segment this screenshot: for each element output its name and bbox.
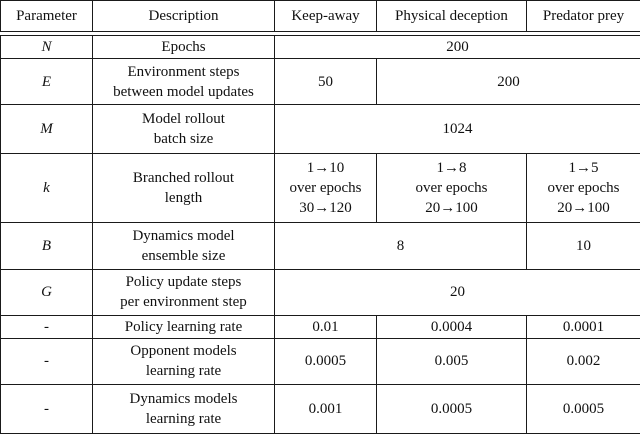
param-cell: G (1, 269, 93, 316)
value-cell-predator-prey: 1→5 over epochs 20→100 (527, 154, 640, 223)
value-cell-keep-away: 1→10 over epochs 30→120 (275, 154, 377, 223)
table-row (1, 338, 640, 385)
value-cell-predator-prey: 0.0001 (527, 316, 640, 338)
value-cell-rest: 200 (377, 58, 640, 105)
table-row (1, 58, 640, 105)
table-row (1, 105, 640, 154)
value-cell-physical-deception: 1→8 over epochs 20→100 (377, 154, 527, 223)
table-row (1, 36, 640, 58)
value-cell-physical-deception: 0.0005 (377, 385, 527, 434)
description-cell: Epochs (93, 36, 275, 58)
param-cell: N (1, 36, 93, 58)
value-cell-all: 200 (275, 36, 640, 58)
param-cell: B (1, 223, 93, 270)
value-cell-physical-deception: 0.0004 (377, 316, 527, 338)
description-cell: Policy update steps per environment step (93, 269, 275, 316)
description-cell: Environment steps between model updates (93, 58, 275, 105)
param-cell: - (1, 385, 93, 434)
table-row (1, 154, 640, 223)
value-cell-predator-prey: 10 (527, 223, 640, 270)
param-cell: E (1, 58, 93, 105)
description-cell: Dynamics model ensemble size (93, 223, 275, 270)
table-row (1, 385, 640, 434)
param-cell: k (1, 154, 93, 223)
value-cell-keep-away: 0.01 (275, 316, 377, 338)
header-keep-away: Keep-away (275, 1, 377, 32)
param-cell: - (1, 338, 93, 385)
description-cell: Dynamics models learning rate (93, 385, 275, 434)
value-cell-predator-prey: 0.002 (527, 338, 640, 385)
header-physical-deception: Physical deception (377, 1, 527, 32)
table-row (1, 223, 640, 270)
value-cell-keep-away: 0.001 (275, 385, 377, 434)
header-row (1, 1, 640, 32)
header-predator-prey: Predator prey (527, 1, 640, 32)
value-cell-all: 20 (275, 269, 640, 316)
value-cell-all: 1024 (275, 105, 640, 154)
description-cell: Opponent models learning rate (93, 338, 275, 385)
description-cell: Policy learning rate (93, 316, 275, 338)
value-cell-keep-away-physical: 8 (275, 223, 527, 270)
value-cell-keep-away: 0.0005 (275, 338, 377, 385)
value-cell-predator-prey: 0.0005 (527, 385, 640, 434)
header-description: Description (93, 1, 275, 32)
table-row (1, 269, 640, 316)
param-cell: M (1, 105, 93, 154)
table-row (1, 316, 640, 338)
header-parameter: Parameter (1, 1, 93, 32)
value-cell-keep-away: 50 (275, 58, 377, 105)
param-cell: - (1, 316, 93, 338)
description-cell: Model rollout batch size (93, 105, 275, 154)
description-cell: Branched rollout length (93, 154, 275, 223)
value-cell-physical-deception: 0.005 (377, 338, 527, 385)
